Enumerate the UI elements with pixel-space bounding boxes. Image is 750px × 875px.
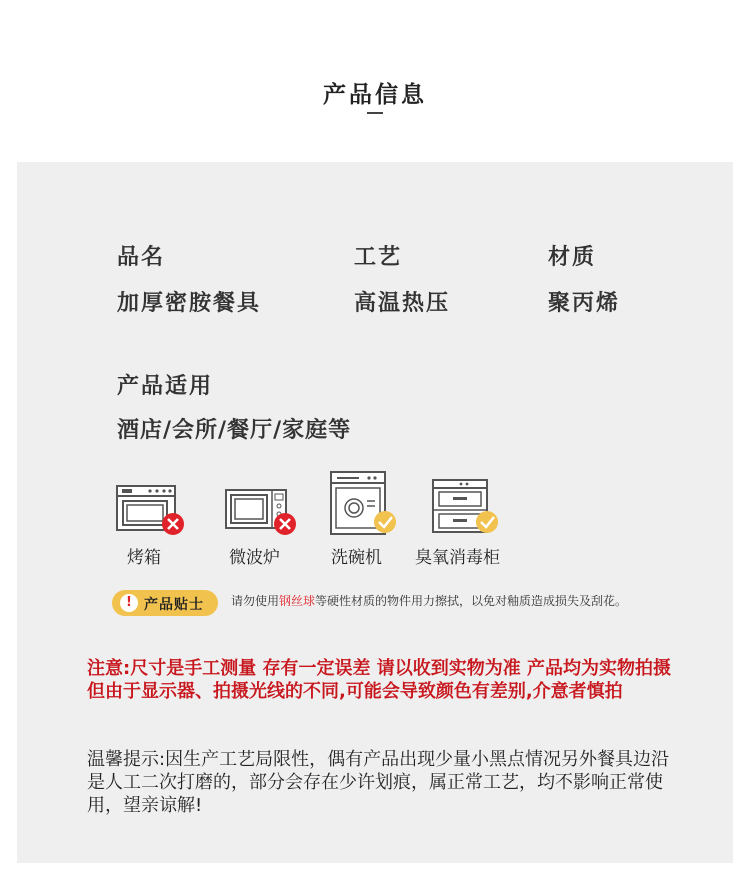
page-title: 产品信息 [323, 82, 427, 108]
product-tip-label: 产品贴士 [144, 597, 204, 613]
check-badge-icon [476, 511, 498, 533]
dishwasher-icon [329, 470, 403, 538]
applicable-label: 产品适用 [117, 374, 214, 399]
microwave-icon [225, 470, 301, 538]
spec-process-value: 高温热压 [354, 291, 451, 316]
check-badge-icon [374, 511, 396, 533]
product-tip-badge [112, 590, 218, 616]
cross-badge-icon [162, 513, 184, 535]
spec-material-label: 材质 [548, 245, 597, 270]
product-tip-text [231, 592, 651, 611]
spec-process-label: 工艺 [354, 245, 403, 270]
tip-text-before: 请勿使用 [231, 594, 280, 608]
cross-badge-icon [274, 513, 296, 535]
tip-text-after: 等硬性材质的物件用力擦拭，以免对釉质造成损失及刮花。 [315, 594, 628, 608]
warning-icon: ! [120, 594, 138, 612]
size-notice: 注意:尺寸是手工测量 存有一定误差 请以收到实物为准 产品均为实物拍摄但由于显示器、拍摄光线的不同,可能会导致颜色有差别,介意者慎拍 [87, 658, 671, 702]
tip-text-highlight: 钢丝球 [279, 594, 316, 608]
applicable-value: 酒店/会所/餐厅/家庭等 [117, 418, 352, 443]
oven-icon [116, 470, 188, 538]
disinfection-cabinet-icon [431, 470, 505, 538]
disinfection-cabinet-label: 臭氧消毒柜 [415, 548, 500, 568]
spec-name-label: 品名 [117, 245, 166, 270]
spec-material-value: 聚丙烯 [548, 291, 621, 316]
oven-label: 烤箱 [127, 548, 161, 568]
microwave-label: 微波炉 [229, 548, 280, 568]
warm-reminder: 温馨提示:因生产工艺局限性，偶有产品出现少量小黑点情况另外餐具边沿是人工二次打磨的，部分会存在少许划痕，属正常工艺，均不影响正常使用，望亲谅解! [87, 749, 670, 816]
dishwasher-label: 洗碗机 [331, 548, 382, 568]
spec-name-value: 加厚密胺餐具 [117, 291, 262, 316]
title-underline [367, 112, 383, 114]
